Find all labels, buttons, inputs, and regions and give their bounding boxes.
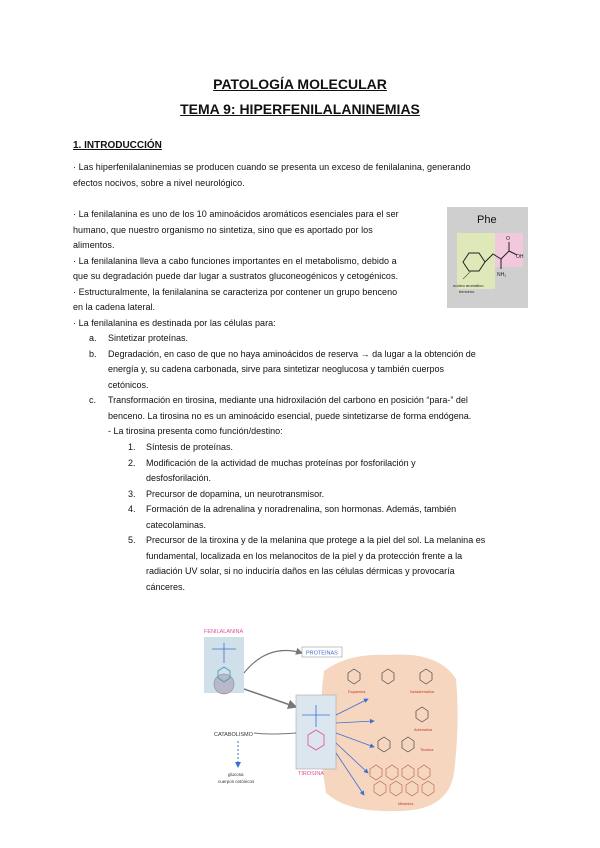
phenylalanine-structure-figure bbox=[447, 207, 528, 308]
list-item-text: benceno. La tirosina no es un aminoácido esencial, puede sintetizarse de forma endógena. bbox=[108, 410, 472, 421]
text-line: · La fenilalanina es destinada por las células para: bbox=[73, 317, 276, 328]
text-line: efectos nocivos, sobre a nivel neurológico. bbox=[73, 177, 245, 188]
list-marker: b. bbox=[89, 348, 97, 359]
products-region bbox=[320, 655, 457, 812]
list-marker: 4. bbox=[128, 504, 136, 514]
list-item-text: Síntesis de proteínas. bbox=[146, 442, 234, 452]
list-marker: c. bbox=[89, 395, 97, 405]
list-item bbox=[89, 331, 534, 347]
list-item-text: Formación de la adrenalina y noradrenalina, son hormonas. Además, también bbox=[146, 504, 457, 514]
list-item bbox=[128, 456, 533, 487]
text-line: · La fenilalanina lleva a cabo funciones importantes en el metabolismo, debido a bbox=[73, 255, 397, 266]
list-item bbox=[89, 393, 534, 440]
list-item bbox=[128, 487, 533, 503]
list-item-text: Degradación, en caso de que no haya aminoácidos de reserva → da lugar a la obtención de bbox=[108, 348, 476, 359]
side-chain-highlight bbox=[457, 233, 495, 289]
tiroxina-label: Tiroxina bbox=[420, 748, 434, 752]
text-line: humano, que nuestro organismo no sintetiza, sino que es aportado por los bbox=[73, 224, 373, 235]
list-marker: 1. bbox=[128, 442, 136, 452]
phe-molecule-svg bbox=[447, 207, 528, 308]
phenylalanine-ring-highlight bbox=[214, 674, 234, 694]
list-item-text: Precursor de dopamina, un neurotransmisor. bbox=[146, 488, 325, 499]
text-line: que su degradación puede dar lugar a sustratos gluconeogénicos y cetogénicos. bbox=[73, 271, 399, 281]
dopamina-label: Dopamina bbox=[348, 690, 366, 694]
list-marker: a. bbox=[89, 333, 97, 343]
phe-caption-2: benceno bbox=[459, 289, 475, 294]
phe-label: Phe bbox=[477, 214, 497, 226]
tyrosine-to-catabolism bbox=[254, 733, 296, 734]
text-line: · Las hiperfenilalaninemias se producen cuando se presenta un exceso de fenilalanina, generando bbox=[73, 162, 471, 172]
text-line: · Estructuralmente, la fenilalanina se caracteriza por contener un grupo benceno bbox=[73, 286, 398, 297]
list-marker: 2. bbox=[128, 457, 136, 468]
nh2-label: NH₂ bbox=[497, 272, 507, 278]
list-item-text: radiación UV solar, si no induciría daños en las células dérmicas y provocaría bbox=[146, 566, 455, 576]
arrow-to-tyrosine bbox=[244, 689, 296, 707]
list-item-text: energía y, su cadena carbonada, sirve para sintetizar neoglucosa y también cuerpos bbox=[108, 364, 445, 374]
number-list bbox=[128, 440, 533, 595]
catabolismo-label: CATABOLISMO bbox=[214, 732, 253, 738]
paragraph-phenylalanine bbox=[73, 207, 443, 331]
adrenalina-label: Adrenalina bbox=[414, 728, 433, 732]
arrow-to-proteins bbox=[244, 651, 302, 674]
text-line: en la cadena lateral. bbox=[73, 302, 156, 312]
list-item-text: catecolaminas. bbox=[146, 519, 207, 530]
section-heading: 1. INTRODUCCIÓN bbox=[73, 140, 162, 151]
list-item-text: - La tirosina presenta como función/destino: bbox=[108, 426, 283, 436]
list-marker: 3. bbox=[128, 488, 136, 499]
list-item bbox=[128, 533, 533, 595]
list-marker: 5. bbox=[128, 535, 136, 545]
glucosa-label: glucosa bbox=[228, 772, 244, 777]
oh-label: OH bbox=[516, 254, 524, 260]
melanina-label: Melanina bbox=[398, 802, 414, 806]
phe-caption-1: núcleo aromático bbox=[453, 283, 484, 288]
document-title: PATOLOGÍA MOLECULAR bbox=[213, 76, 387, 92]
list-item-text: cetónicos. bbox=[108, 379, 149, 390]
pathway-svg bbox=[198, 623, 460, 815]
list-item bbox=[89, 347, 534, 394]
pathway-figure bbox=[198, 623, 460, 815]
text-line: · La fenilalanina es uno de los 10 aminoácidos aromáticos esenciales para el ser bbox=[73, 209, 399, 219]
cuerpos-label: cuerpos cetónicos bbox=[218, 779, 255, 784]
list-item bbox=[128, 502, 533, 533]
proteinas-label: PROTEINAS bbox=[306, 650, 338, 657]
list-item-text: Modificación de la actividad de muchas proteínas por fosforilación y bbox=[146, 457, 416, 468]
tirosina-label: TIROSINA bbox=[298, 771, 324, 777]
list-item-text: fundamental, localizada en los melanocitos de la piel y da protección frente a la bbox=[146, 550, 463, 561]
list-item-text: Transformación en tirosina, mediante una hidroxilación del carbono en posición “para-” del bbox=[108, 395, 468, 405]
paragraph-intro bbox=[73, 160, 533, 191]
noradrenalina-label: Noradrenalina bbox=[410, 690, 434, 694]
text-line: alimentos. bbox=[73, 240, 115, 250]
list-item bbox=[128, 440, 533, 456]
carbonyl-oxygen: O bbox=[506, 236, 510, 242]
list-item-text: cánceres. bbox=[146, 581, 186, 592]
list-item-text: Precursor de la tiroxina y de la melanina que protege a la piel del sol. La melanina es bbox=[146, 535, 486, 545]
fenilalanina-label: FENILALANINA bbox=[204, 629, 244, 635]
list-item-text: desfosforilación. bbox=[146, 473, 212, 483]
list-item-text: Sintetizar proteínas. bbox=[108, 333, 189, 343]
document-subtitle: TEMA 9: HIPERFENILALANINEMIAS bbox=[180, 101, 420, 117]
letter-list bbox=[89, 331, 534, 440]
